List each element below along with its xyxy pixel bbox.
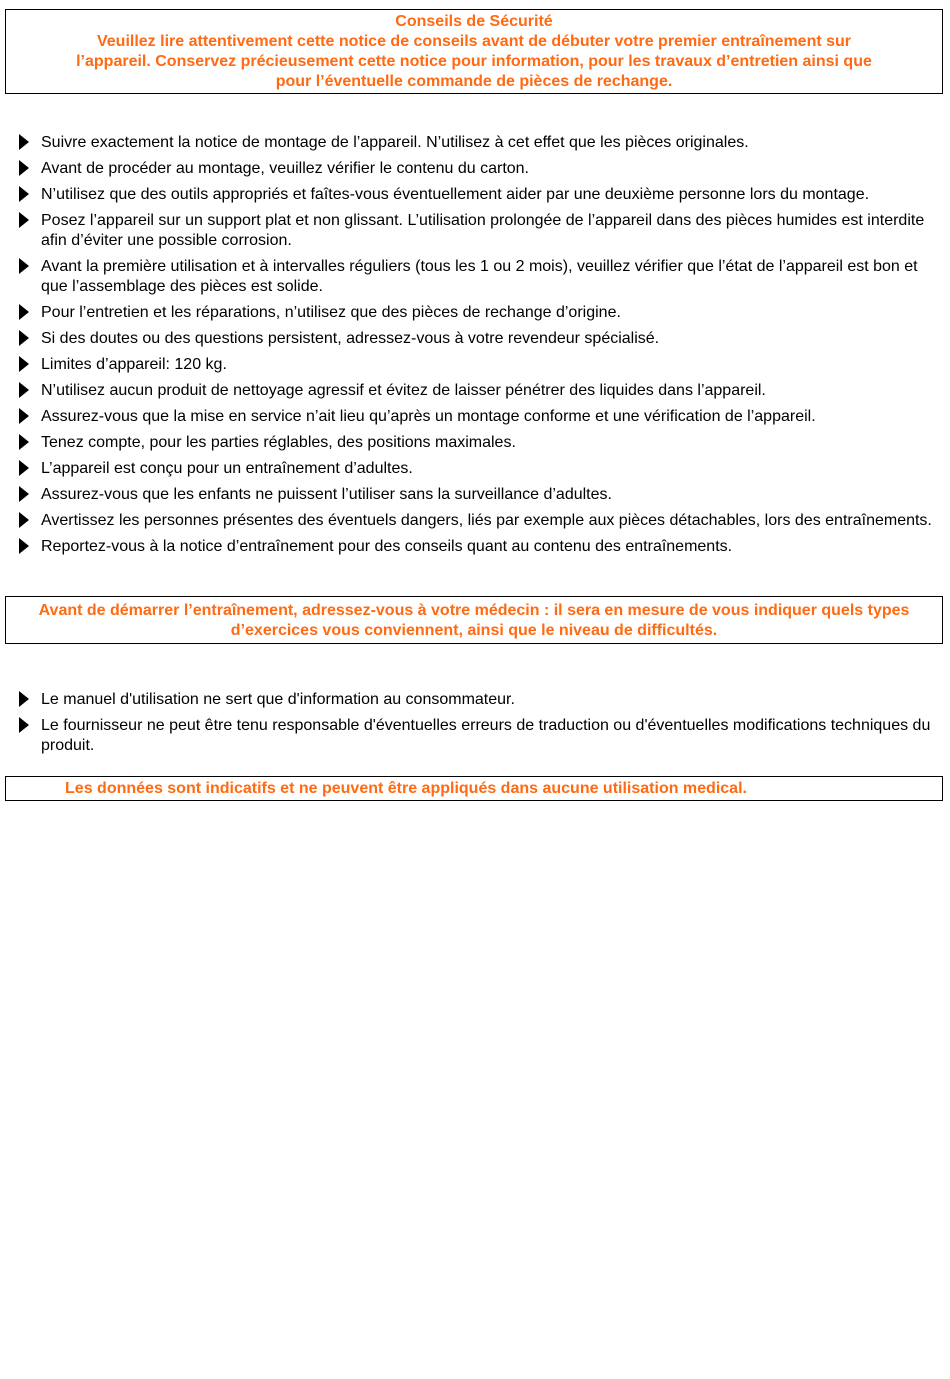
rule-text: Suivre exactement la notice de montage de l’appareil. N’utilisez à cet effet que les pièces originales. [41,134,749,151]
triangle-bullet-icon [19,486,29,502]
rule-text: Tenez compte, pour les parties réglables, des positions maximales. [41,434,516,451]
triangle-bullet-icon [19,382,29,398]
list-item [16,381,944,401]
rule-text: Posez l’appareil sur un support plat et non glissant. L’utilisation prolongée de l’appareil dans des pièces humides est interdite afin d’éviter une possible corrosion. [41,212,925,249]
doctor-notice-box [5,596,943,644]
list-item [16,185,944,205]
triangle-bullet-icon [19,512,29,528]
list-item [16,690,944,710]
list-item [16,433,944,453]
rule-text: Avertissez les personnes présentes des éventuels dangers, liés par exemple aux pièces détachables, lors des entraînements. [41,512,932,529]
safety-intro-line-2: l’appareil. Conservez précieusement cette notice pour information, pour les travaux d’entretien ainsi que [76,53,872,70]
triangle-bullet-icon [19,134,29,150]
rule-text: Avant de procéder au montage, veuillez vérifier le contenu du carton. [41,160,529,177]
triangle-bullet-icon [19,691,29,707]
list-item [16,329,944,349]
medical-notice-box [5,776,943,801]
triangle-bullet-icon [19,356,29,372]
info-list [16,690,944,762]
rule-text: Limites d’appareil: 120 kg. [41,356,227,373]
list-item [16,133,944,153]
safety-intro-line-3: pour l’éventuelle commande de pièces de rechange. [275,73,673,90]
rule-text: Reportez-vous à la notice d’entraînement pour des conseils quant au contenu des entraînements. [41,538,733,555]
list-item [16,537,944,557]
list-item [16,211,944,251]
rule-text: Pour l’entretien et les réparations, n’utilisez que des pièces de rechange d’origine. [41,304,621,321]
rule-text: Si des doutes ou des questions persistent, adressez-vous à votre revendeur spécialisé. [41,330,660,347]
rule-text: N’utilisez aucun produit de nettoyage agressif et évitez de laisser pénétrer des liquides dans l’appareil. [41,382,766,399]
info-text: Le manuel d'utilisation ne sert que d'information au consommateur. [41,691,515,708]
triangle-bullet-icon [19,717,29,733]
rule-text: Assurez-vous que la mise en service n’ait lieu qu’après un montage conforme et une vérification de l’appareil. [41,408,816,425]
rule-text: Assurez-vous que les enfants ne puissent l’utiliser sans la surveillance d’adultes. [41,486,612,503]
rule-text: Avant la première utilisation et à intervalles réguliers (tous les 1 ou 2 mois), veuillez vérifier que l’état de l’appareil est bon et que l’assemblage des pièces est solide. [41,258,918,295]
safety-intro-line-1: Veuillez lire attentivement cette notice de conseils avant de débuter votre premier entraînement sur [96,33,852,50]
triangle-bullet-icon [19,330,29,346]
medical-notice-text: Les données sont indicatifs et ne peuvent être appliqués dans aucune utilisation medical. [65,780,747,797]
safety-title: Conseils de Sécurité [395,13,553,30]
list-item [16,485,944,505]
triangle-bullet-icon [19,212,29,228]
info-text: Le fournisseur ne peut être tenu responsable d'éventuelles erreurs de traduction ou d'éventuelles modifications techniques du produit. [41,717,931,754]
rule-text: N’utilisez que des outils appropriés et faîtes-vous éventuellement aider par une deuxième personne lors du montage. [41,186,870,203]
triangle-bullet-icon [19,160,29,176]
triangle-bullet-icon [19,460,29,476]
doctor-notice-text: Avant de démarrer l’entraînement, adressez-vous à votre médecin : il sera en mesure de vous indiquer quels types d’exercices vous conviennent, ainsi que le niveau de difficultés. [38,602,910,639]
triangle-bullet-icon [19,408,29,424]
list-item [16,459,944,479]
list-item [16,511,944,531]
safety-rules-list [16,133,944,557]
triangle-bullet-icon [19,304,29,320]
list-item [16,303,944,323]
list-item [16,257,944,297]
triangle-bullet-icon [19,186,29,202]
triangle-bullet-icon [19,434,29,450]
list-item [16,355,944,375]
triangle-bullet-icon [19,538,29,554]
safety-header-box [5,9,943,94]
list-item [16,716,944,756]
list-item [16,407,944,427]
triangle-bullet-icon [19,258,29,274]
rule-text: L’appareil est conçu pour un entraînement d’adultes. [41,460,413,477]
list-item [16,159,944,179]
